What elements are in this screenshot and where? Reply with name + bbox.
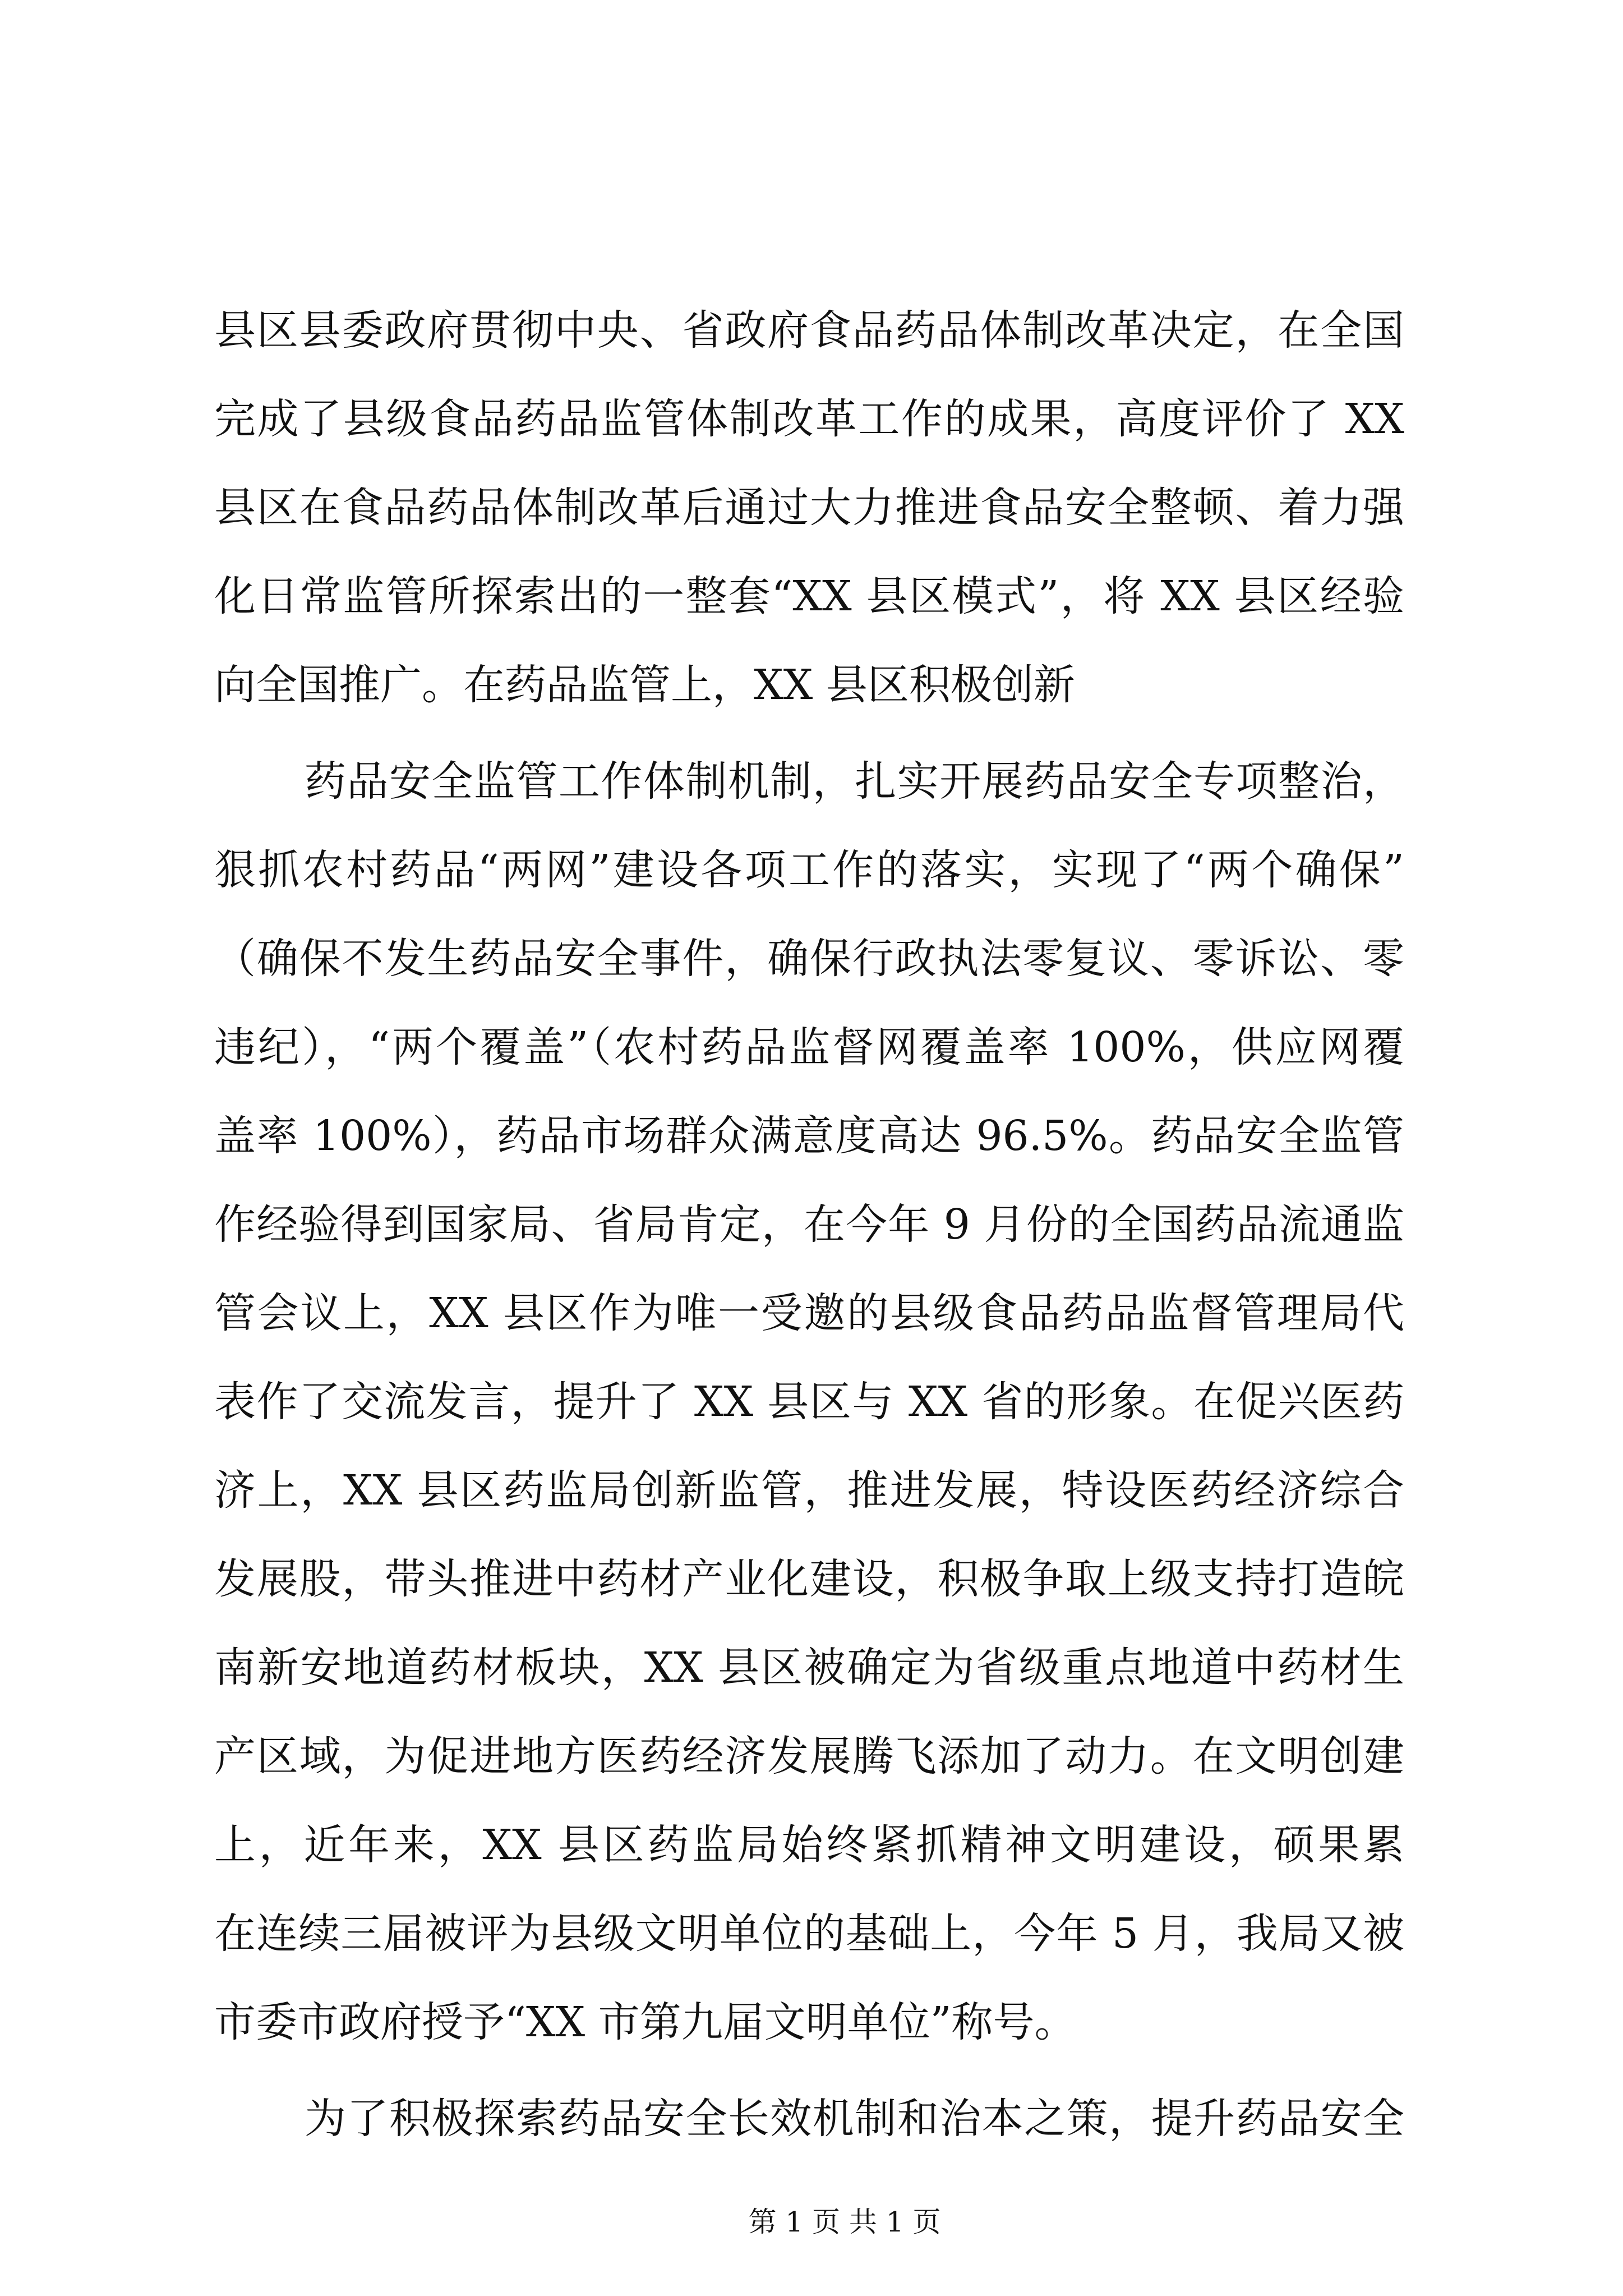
text-line: 南新安地道药材板块，XX 县区被确定为省级重点地道中药材生 [214, 1644, 1404, 1692]
text-line: 作经验得到国家局、省局肯定，在今年 9 月份的全国药品流通监 [214, 1200, 1404, 1249]
text-line: 违纪），“两个覆盖”（农村药品监督网覆盖率 100%，供应网覆 [214, 1023, 1404, 1071]
text-line: 县区县委政府贯彻中央、省政府食品药品体制改革决定，在全国 [214, 306, 1404, 355]
paragraph-2 [214, 737, 1404, 2067]
text-line: 上，近年来，XX 县区药监局始终紧抓精神文明建设，硕果累 [214, 1821, 1404, 1869]
text-line: 市委市政府授予“XX 市第九届文明单位”称号。 [214, 1998, 1076, 2046]
page-footer: 第 1 页 共 1 页 [748, 2206, 941, 2238]
paragraph-1 [214, 286, 1404, 729]
text-line: （确保不发生药品安全事件，确保行政执法零复议、零诉讼、零 [214, 935, 1404, 983]
text-line: 向全国推广。在药品监管上，XX 县区积极创新 [214, 661, 1075, 709]
text-line: 产区域，为促进地方医药经济发展腾飞添加了动力。在文明创建 [214, 1732, 1404, 1780]
text-line: 管会议上，XX 县区作为唯一受邀的县级食品药品监督管理局代 [214, 1289, 1404, 1337]
document-body [214, 286, 1404, 2163]
text-line: 盖率 100%），药品市场群众满意度高达 96.5%。药品安全监管 [214, 1112, 1404, 1160]
text-line: 为了积极探索药品安全长效机制和治本之策，提升药品安全 [305, 2095, 1404, 2143]
text-line: 在连续三届被评为县级文明单位的基础上，今年 5 月，我局又被 [214, 1910, 1404, 1958]
paragraph-3 [214, 2074, 1404, 2163]
text-line: 济上，XX 县区药监局创新监管，推进发展，特设医药经济综合 [214, 1466, 1404, 1515]
text-line: 化日常监管所探索出的一整套“XX 县区模式”，将 XX 县区经验 [214, 572, 1404, 620]
text-line: 发展股，带头推进中药材产业化建设，积极争取上级支持打造皖 [214, 1555, 1404, 1603]
text-line: 完成了县级食品药品监管体制改革工作的成果，高度评价了 XX [214, 395, 1404, 443]
text-line: 狠抓农村药品“两网”建设各项工作的落实，实现了“两个确保” [214, 846, 1404, 894]
text-line: 药品安全监管工作体制机制，扎实开展药品安全专项整治， [305, 757, 1404, 806]
text-line: 县区在食品药品体制改革后通过大力推进食品安全整顿、着力强 [214, 484, 1404, 532]
text-line: 表作了交流发言，提升了 XX 县区与 XX 省的形象。在促兴医药 [214, 1378, 1404, 1426]
